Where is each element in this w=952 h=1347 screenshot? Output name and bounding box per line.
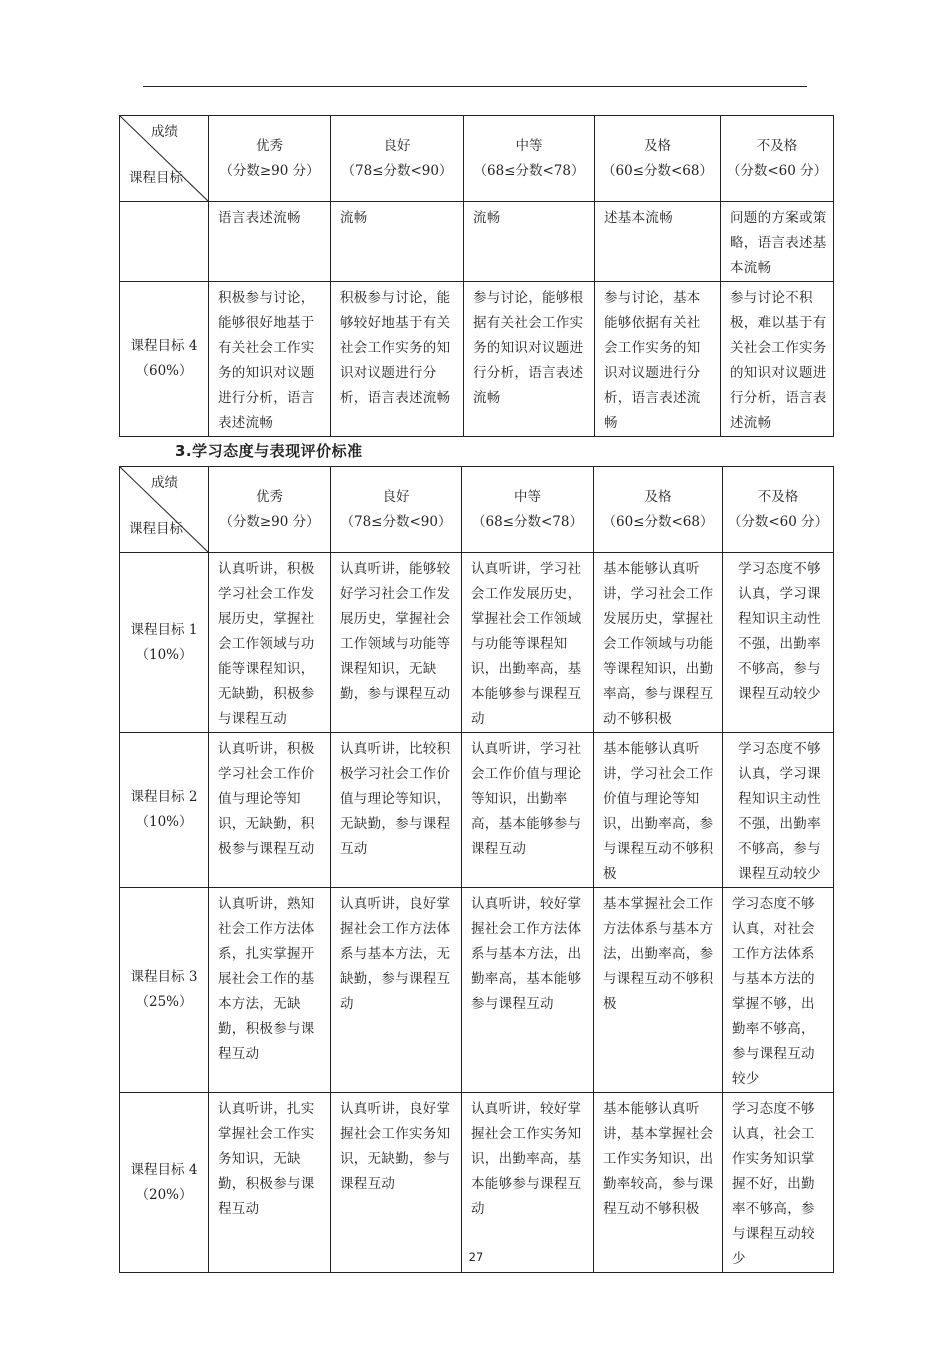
table-cell: 认真听讲，学习社会工作发展历史，掌握社会工作领域与功能等课程知识，出勤率高，基本能够参与课程互动	[462, 553, 594, 733]
table-row	[120, 733, 834, 888]
column-header-good: 良好 （78≤分数<90）	[331, 467, 462, 553]
table-cell: 认真听讲，比较积极学习社会工作价值与理论等知识，无缺勤，参与课程互动	[331, 733, 462, 888]
table-cell: 基本能够认真听讲，学习社会工作价值与理论等知识，出勤率高，参与课程互动不够积极	[594, 733, 723, 888]
table-cell: 学习态度不够认真，学习课程知识主动性不强，出勤率不够高，参与课程互动较少	[723, 733, 834, 888]
table-cell: 基本能够认真听讲，基本掌握社会工作实务知识，出勤率较高，参与课程互动不够积极	[594, 1093, 723, 1273]
grading-table-discussion	[119, 115, 834, 437]
table-cell: 积极参与讨论，能够较好地基于有关社会工作实务的知识对议题进行分析，语言表述流畅	[331, 282, 464, 437]
table-row	[120, 1093, 834, 1273]
table-row	[120, 888, 834, 1093]
grading-table-attitude	[119, 466, 834, 1273]
row-label: 课程目标 1 （10%）	[120, 553, 209, 733]
table-row	[120, 282, 834, 437]
table-cell: 积极参与讨论，能够很好地基于有关社会工作实务的知识对议题进行分析，语言表述流畅	[209, 282, 331, 437]
table-cell: 认真听讲，能够较好学习社会工作发展历史，掌握社会工作领域与功能等课程知识，无缺勤，参与课程互动	[331, 553, 462, 733]
table-cell: 参与讨论，能够根据有关社会工作实务的知识对议题进行分析，语言表述流畅	[464, 282, 595, 437]
table-cell: 学习态度不够认真，社会工作实务知识掌握不好，出勤率不够高，参与课程互动较少	[723, 1093, 834, 1273]
table-row	[120, 553, 834, 733]
row-label: 课程目标 2 （10%）	[120, 733, 209, 888]
table-cell: 认真听讲，较好掌握社会工作方法体系与基本方法，出勤率高，基本能够参与课程互动	[462, 888, 594, 1093]
table-row	[120, 202, 834, 282]
table-cell: 认真听讲，良好掌握社会工作方法体系与基本方法，无缺勤，参与课程互动	[331, 888, 462, 1093]
table-cell: 认真听讲，较好掌握社会工作实务知识，出勤率高，基本能够参与课程互动	[462, 1093, 594, 1273]
table-cell: 流畅	[464, 202, 595, 282]
table-cell: 认真听讲，良好掌握社会工作实务知识，无缺勤，参与课程互动	[331, 1093, 462, 1273]
page-number: 27	[468, 1250, 484, 1264]
corner-label-objective: 课程目标	[129, 170, 183, 186]
table-cell: 流畅	[331, 202, 464, 282]
table-cell: 认真听讲，扎实掌握社会工作实务知识，无缺勤，积极参与课程互动	[209, 1093, 331, 1273]
table-cell: 述基本流畅	[595, 202, 721, 282]
table-cell: 学习态度不够认真，学习课程知识主动性不强，出勤率不够高，参与课程互动较少	[723, 553, 834, 733]
table-cell: 认真听讲，积极学习社会工作价值与理论等知识，无缺勤，积极参与课程互动	[209, 733, 331, 888]
row-label	[120, 202, 209, 282]
corner-label-objective: 课程目标	[129, 521, 183, 537]
table-cell: 学习态度不够认真，对社会工作方法体系与基本方法的掌握不够，出勤率不够高，参与课程互动较少	[723, 888, 834, 1093]
column-header-medium: 中等 （68≤分数<78）	[462, 467, 594, 553]
table-cell: 认真听讲，积极学习社会工作发展历史，掌握社会工作领域与功能等课程知识，无缺勤，积极参与课程互动	[209, 553, 331, 733]
column-header-pass: 及格 （60≤分数<68）	[595, 116, 721, 202]
column-header-fail: 不及格 （分数<60 分）	[721, 116, 834, 202]
corner-label-grade: 成绩	[151, 475, 178, 491]
row-label: 课程目标 4 （20%）	[120, 1093, 209, 1273]
column-header-medium: 中等 （68≤分数<78）	[464, 116, 595, 202]
column-header-pass: 及格 （60≤分数<68）	[594, 467, 723, 553]
column-header-good: 良好 （78≤分数<90）	[331, 116, 464, 202]
table-header-row	[120, 467, 834, 553]
table-cell: 认真听讲，学习社会工作价值与理论等知识，出勤率高，基本能够参与课程互动	[462, 733, 594, 888]
table-cell: 基本掌握社会工作方法体系与基本方法，出勤率高，参与课程互动不够积极	[594, 888, 723, 1093]
column-header-fail: 不及格 （分数<60 分）	[723, 467, 834, 553]
table-cell: 参与讨论不积极，难以基于有关社会工作实务的知识对议题进行分析，语言表述流畅	[721, 282, 834, 437]
table-cell: 语言表述流畅	[209, 202, 331, 282]
header-rule	[143, 86, 807, 87]
table-cell: 问题的方案或策略，语言表述基本流畅	[721, 202, 834, 282]
diagonal-header-cell	[120, 116, 209, 202]
diagonal-header-cell	[120, 467, 209, 553]
column-header-excellent: 优秀 （分数≥90 分）	[209, 116, 331, 202]
row-label: 课程目标 4 （60%）	[120, 282, 209, 437]
column-header-excellent: 优秀 （分数≥90 分）	[209, 467, 331, 553]
table-cell: 认真听讲，熟知社会工作方法体系，扎实掌握开展社会工作的基本方法，无缺勤，积极参与课程互动	[209, 888, 331, 1093]
row-label: 课程目标 3 （25%）	[120, 888, 209, 1093]
table-header-row	[120, 116, 834, 202]
corner-label-grade: 成绩	[151, 124, 178, 140]
section-heading: 3.学习态度与表现评价标准	[175, 442, 363, 460]
table-cell: 基本能够认真听讲，学习社会工作发展历史，掌握社会工作领域与功能等课程知识，出勤率高，参与课程互动不够积极	[594, 553, 723, 733]
table-cell: 参与讨论，基本能够依据有关社会工作实务的知识对议题进行分析，语言表述流畅	[595, 282, 721, 437]
